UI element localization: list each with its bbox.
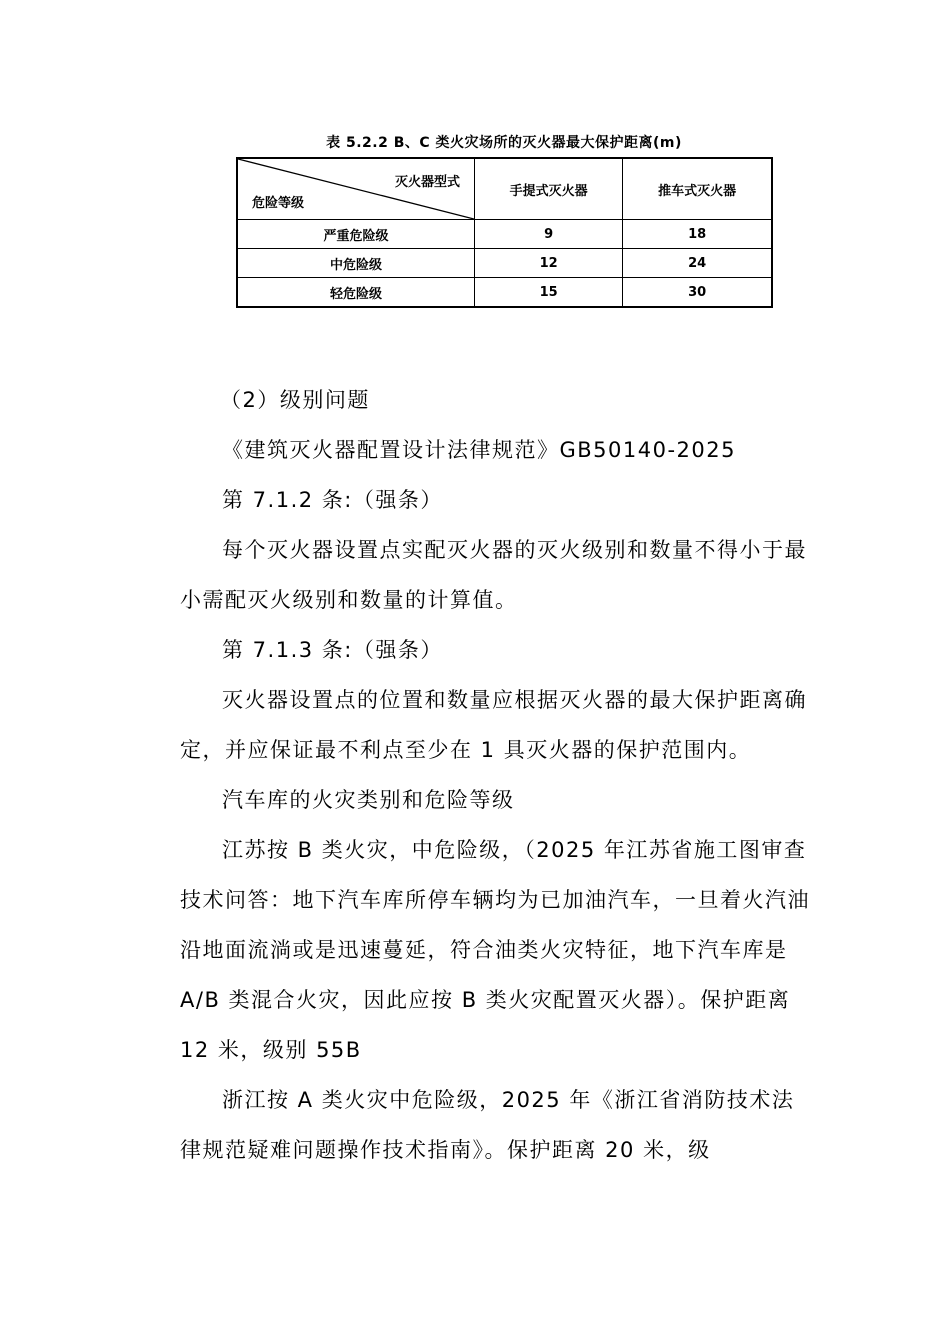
clause-heading: 第 7.1.2 条:（强条） (222, 488, 443, 512)
clause-text: 每个灭火器设置点实配灭火器的灭火级别和数量不得小于最小需配灭火级别和数量的计算值。 (180, 538, 807, 612)
table-row (237, 220, 772, 249)
paragraph: 江苏按 B 类火灾，中危险级，（2025 年江苏省施工图审查技术问答：地下汽车库所停车辆均为已加油汽车，一旦着火汽油沿地面流淌或是迅速蔓延，符合油类火灾特征，地下汽车库是 A/B 类混合火灾，因此应按 B 类火灾配置灭火器）。保护距离 12 米，级别 55B (180, 838, 810, 1062)
section-heading: （2）级别问题 (220, 388, 370, 412)
paragraph: 浙江按 A 类火灾中危险级，2025 年《浙江省消防技术法律规范疑难问题操作技术指南》。保护距离 20 米，级 (180, 1088, 795, 1162)
clause-text: 灭火器设置点的位置和数量应根据灭火器的最大保护距离确定，并应保证最不利点至少在 1 具灭火器的保护范围内。 (180, 688, 807, 762)
diagonal-header-cell (237, 158, 475, 220)
row-cart-value: 30 (623, 278, 772, 308)
standard-reference: 《建筑灭火器配置设计法律规范》GB50140-2025 (222, 438, 737, 462)
table-row (237, 278, 772, 308)
header-cart: 推车式灭火器 (623, 158, 772, 220)
row-level: 严重危险级 (237, 220, 475, 249)
subsection-heading: 汽车库的火灾类别和危险等级 (222, 788, 515, 812)
clause-heading: 第 7.1.3 条:（强条） (222, 638, 443, 662)
table-row (237, 249, 772, 278)
table-caption: 表 5.2.2 B、C 类火灾场所的灭火器最大保护距离(m) (326, 135, 682, 151)
row-cart-value: 24 (623, 249, 772, 278)
header-portable: 手提式灭火器 (475, 158, 623, 220)
row-portable-value: 9 (475, 220, 623, 249)
row-portable-value: 15 (475, 278, 623, 308)
row-level: 中危险级 (237, 249, 475, 278)
row-portable-value: 12 (475, 249, 623, 278)
table-header-row (237, 158, 772, 220)
header-hazard-level: 危险等级 (252, 196, 305, 211)
row-cart-value: 18 (623, 220, 772, 249)
extinguisher-distance-table (236, 157, 773, 308)
document-body (180, 375, 810, 1175)
row-level: 轻危险级 (237, 278, 475, 308)
header-extinguisher-type: 灭火器型式 (394, 175, 460, 190)
